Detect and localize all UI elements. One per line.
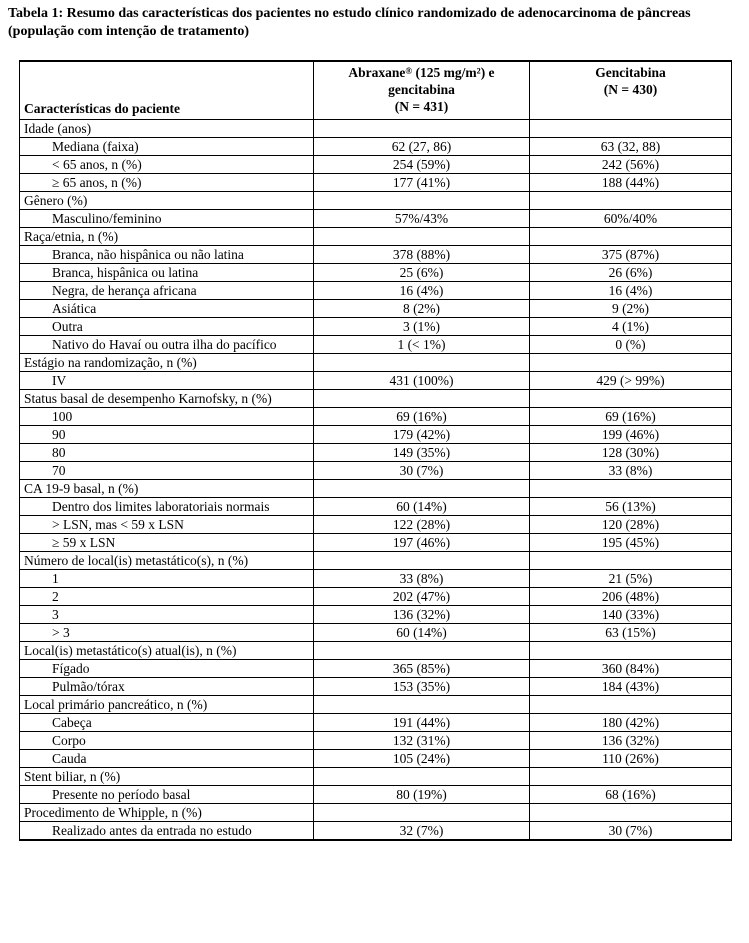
abraxane-value-cell: 3 (1%) [314, 318, 530, 336]
abraxane-value-cell: 179 (42%) [314, 426, 530, 444]
table-row [20, 264, 732, 282]
row-label-cell: Local(is) metastático(s) atual(is), n (%) [20, 642, 314, 660]
gemcitabine-value-cell: 63 (32, 88) [530, 138, 732, 156]
row-label-cell: Masculino/feminino [20, 210, 314, 228]
table-row [20, 444, 732, 462]
row-label-cell: Nativo do Havaí ou outra ilha do pacífico [20, 336, 314, 354]
abraxane-value-cell: 33 (8%) [314, 570, 530, 588]
row-label-cell: Procedimento de Whipple, n (%) [20, 804, 314, 822]
table-row [20, 174, 732, 192]
row-label-cell: Raça/etnia, n (%) [20, 228, 314, 246]
gemcitabine-value-cell: 206 (48%) [530, 588, 732, 606]
gemcitabine-value-cell: 128 (30%) [530, 444, 732, 462]
row-label-cell: 100 [20, 408, 314, 426]
table-section-row [20, 390, 732, 408]
row-label-cell: > 3 [20, 624, 314, 642]
gemcitabine-value-cell [530, 354, 732, 372]
gemcitabine-value-cell: 429 (> 99%) [530, 372, 732, 390]
row-label-cell: 2 [20, 588, 314, 606]
table-row [20, 336, 732, 354]
table-row [20, 570, 732, 588]
abraxane-value-cell [314, 120, 530, 138]
gemcitabine-value-cell [530, 390, 732, 408]
table-body [20, 61, 732, 840]
gemcitabine-value-cell [530, 804, 732, 822]
row-label-cell: IV [20, 372, 314, 390]
gemcitabine-value-cell [530, 552, 732, 570]
gemcitabine-value-cell [530, 120, 732, 138]
row-label-cell: Negra, de herança africana [20, 282, 314, 300]
row-label-cell: Presente no período basal [20, 786, 314, 804]
row-label-cell: > LSN, mas < 59 x LSN [20, 516, 314, 534]
row-label-cell: Realizado antes da entrada no estudo [20, 822, 314, 841]
table-row [20, 138, 732, 156]
patient-characteristics-table [19, 60, 732, 841]
row-label-cell: Corpo [20, 732, 314, 750]
table-row [20, 714, 732, 732]
table-section-row [20, 768, 732, 786]
table-row [20, 678, 732, 696]
table-section-row [20, 192, 732, 210]
row-label-cell: Branca, hispânica ou latina [20, 264, 314, 282]
gemcitabine-value-cell: 184 (43%) [530, 678, 732, 696]
abraxane-value-cell: 149 (35%) [314, 444, 530, 462]
table-row [20, 462, 732, 480]
header-gemcitabine-name: Gencitabina [595, 65, 666, 80]
abraxane-value-cell: 30 (7%) [314, 462, 530, 480]
abraxane-value-cell: 122 (28%) [314, 516, 530, 534]
abraxane-value-cell: 197 (46%) [314, 534, 530, 552]
table-row [20, 318, 732, 336]
abraxane-value-cell: 365 (85%) [314, 660, 530, 678]
table-row [20, 660, 732, 678]
table-row [20, 408, 732, 426]
abraxane-value-cell [314, 228, 530, 246]
row-label-cell: Mediana (faixa) [20, 138, 314, 156]
gemcitabine-value-cell: 16 (4%) [530, 282, 732, 300]
abraxane-value-cell: 60 (14%) [314, 624, 530, 642]
row-label-cell: CA 19-9 basal, n (%) [20, 480, 314, 498]
gemcitabine-value-cell: 110 (26%) [530, 750, 732, 768]
table-section-row [20, 120, 732, 138]
table-row [20, 372, 732, 390]
gemcitabine-value-cell: 136 (32%) [530, 732, 732, 750]
table-row [20, 246, 732, 264]
table-section-row [20, 552, 732, 570]
row-label-cell: < 65 anos, n (%) [20, 156, 314, 174]
row-label-cell: Local primário pancreático, n (%) [20, 696, 314, 714]
header-registered-mark: ® [405, 66, 413, 76]
abraxane-value-cell: 132 (31%) [314, 732, 530, 750]
gemcitabine-value-cell: 188 (44%) [530, 174, 732, 192]
abraxane-value-cell: 431 (100%) [314, 372, 530, 390]
gemcitabine-value-cell: 0 (%) [530, 336, 732, 354]
row-label-cell: Gênero (%) [20, 192, 314, 210]
gemcitabine-value-cell [530, 228, 732, 246]
row-label-cell: 3 [20, 606, 314, 624]
gemcitabine-value-cell: 56 (13%) [530, 498, 732, 516]
row-label-cell: 1 [20, 570, 314, 588]
gemcitabine-value-cell: 60%/40% [530, 210, 732, 228]
abraxane-value-cell: 25 (6%) [314, 264, 530, 282]
header-gemcitabine-n: (N = 430) [603, 82, 658, 97]
gemcitabine-value-cell: 120 (28%) [530, 516, 732, 534]
row-label-cell: ≥ 65 anos, n (%) [20, 174, 314, 192]
table-row [20, 606, 732, 624]
table-section-row [20, 696, 732, 714]
header-abraxane-name: Abraxane [348, 65, 406, 80]
abraxane-value-cell: 378 (88%) [314, 246, 530, 264]
abraxane-value-cell: 57%/43% [314, 210, 530, 228]
gemcitabine-value-cell: 4 (1%) [530, 318, 732, 336]
abraxane-value-cell [314, 768, 530, 786]
table-row [20, 750, 732, 768]
gemcitabine-value-cell [530, 480, 732, 498]
gemcitabine-value-cell: 69 (16%) [530, 408, 732, 426]
table-row [20, 516, 732, 534]
gemcitabine-value-cell: 180 (42%) [530, 714, 732, 732]
abraxane-value-cell [314, 354, 530, 372]
header-abraxane-arm [314, 61, 530, 120]
abraxane-value-cell: 8 (2%) [314, 300, 530, 318]
abraxane-value-cell: 202 (47%) [314, 588, 530, 606]
abraxane-value-cell: 105 (24%) [314, 750, 530, 768]
table-section-row [20, 228, 732, 246]
row-label-cell: Pulmão/tórax [20, 678, 314, 696]
row-label-cell: Fígado [20, 660, 314, 678]
abraxane-value-cell: 1 (< 1%) [314, 336, 530, 354]
abraxane-value-cell [314, 192, 530, 210]
gemcitabine-value-cell: 195 (45%) [530, 534, 732, 552]
header-characteristics: Características do paciente [20, 61, 314, 120]
abraxane-value-cell: 62 (27, 86) [314, 138, 530, 156]
row-label-cell: 80 [20, 444, 314, 462]
gemcitabine-value-cell [530, 642, 732, 660]
row-label-cell: Cabeça [20, 714, 314, 732]
abraxane-value-cell [314, 642, 530, 660]
gemcitabine-value-cell: 9 (2%) [530, 300, 732, 318]
abraxane-value-cell [314, 552, 530, 570]
abraxane-value-cell: 80 (19%) [314, 786, 530, 804]
table-section-row [20, 804, 732, 822]
abraxane-value-cell [314, 696, 530, 714]
table-section-row [20, 480, 732, 498]
table-row [20, 822, 732, 841]
abraxane-value-cell [314, 804, 530, 822]
gemcitabine-value-cell: 360 (84%) [530, 660, 732, 678]
gemcitabine-value-cell [530, 192, 732, 210]
row-label-cell: 90 [20, 426, 314, 444]
gemcitabine-value-cell: 375 (87%) [530, 246, 732, 264]
row-label-cell: Número de local(is) metastático(s), n (%) [20, 552, 314, 570]
row-label-cell: Stent biliar, n (%) [20, 768, 314, 786]
row-label-cell: Status basal de desempenho Karnofsky, n (%) [20, 390, 314, 408]
table-row [20, 210, 732, 228]
table-row [20, 624, 732, 642]
header-gemcitabine-arm [530, 61, 732, 120]
gemcitabine-value-cell: 242 (56%) [530, 156, 732, 174]
abraxane-value-cell: 32 (7%) [314, 822, 530, 841]
gemcitabine-value-cell: 33 (8%) [530, 462, 732, 480]
table-header-row [20, 61, 732, 120]
abraxane-value-cell: 153 (35%) [314, 678, 530, 696]
table-row [20, 156, 732, 174]
row-label-cell: Cauda [20, 750, 314, 768]
row-label-cell: 70 [20, 462, 314, 480]
table-row [20, 498, 732, 516]
gemcitabine-value-cell: 21 (5%) [530, 570, 732, 588]
row-label-cell: Outra [20, 318, 314, 336]
row-label-cell: ≥ 59 x LSN [20, 534, 314, 552]
abraxane-value-cell [314, 390, 530, 408]
row-label-cell: Dentro dos limites laboratoriais normais [20, 498, 314, 516]
header-abraxane-dose: (125 mg/m²) e gencitabina [388, 65, 495, 97]
gemcitabine-value-cell [530, 768, 732, 786]
table-row [20, 588, 732, 606]
gemcitabine-value-cell [530, 696, 732, 714]
abraxane-value-cell: 16 (4%) [314, 282, 530, 300]
row-label-cell: Estágio na randomização, n (%) [20, 354, 314, 372]
gemcitabine-value-cell: 140 (33%) [530, 606, 732, 624]
table-section-row [20, 642, 732, 660]
abraxane-value-cell: 69 (16%) [314, 408, 530, 426]
abraxane-value-cell: 60 (14%) [314, 498, 530, 516]
gemcitabine-value-cell: 68 (16%) [530, 786, 732, 804]
abraxane-value-cell: 177 (41%) [314, 174, 530, 192]
abraxane-value-cell: 254 (59%) [314, 156, 530, 174]
table-row [20, 786, 732, 804]
table-row [20, 534, 732, 552]
row-label-cell: Idade (anos) [20, 120, 314, 138]
abraxane-value-cell [314, 480, 530, 498]
gemcitabine-value-cell: 63 (15%) [530, 624, 732, 642]
header-abraxane-n: (N = 431) [394, 99, 449, 114]
abraxane-value-cell: 136 (32%) [314, 606, 530, 624]
abraxane-value-cell: 191 (44%) [314, 714, 530, 732]
gemcitabine-value-cell: 30 (7%) [530, 822, 732, 841]
row-label-cell: Asiática [20, 300, 314, 318]
row-label-cell: Branca, não hispânica ou não latina [20, 246, 314, 264]
gemcitabine-value-cell: 26 (6%) [530, 264, 732, 282]
table-row [20, 282, 732, 300]
table-row [20, 732, 732, 750]
table-row [20, 426, 732, 444]
table-row [20, 300, 732, 318]
gemcitabine-value-cell: 199 (46%) [530, 426, 732, 444]
table-section-row [20, 354, 732, 372]
table-caption: Tabela 1: Resumo das características dos pacientes no estudo clínico randomizado de adenocarcinoma de pâncreas (população com intenção de tratamento) [8, 6, 691, 39]
